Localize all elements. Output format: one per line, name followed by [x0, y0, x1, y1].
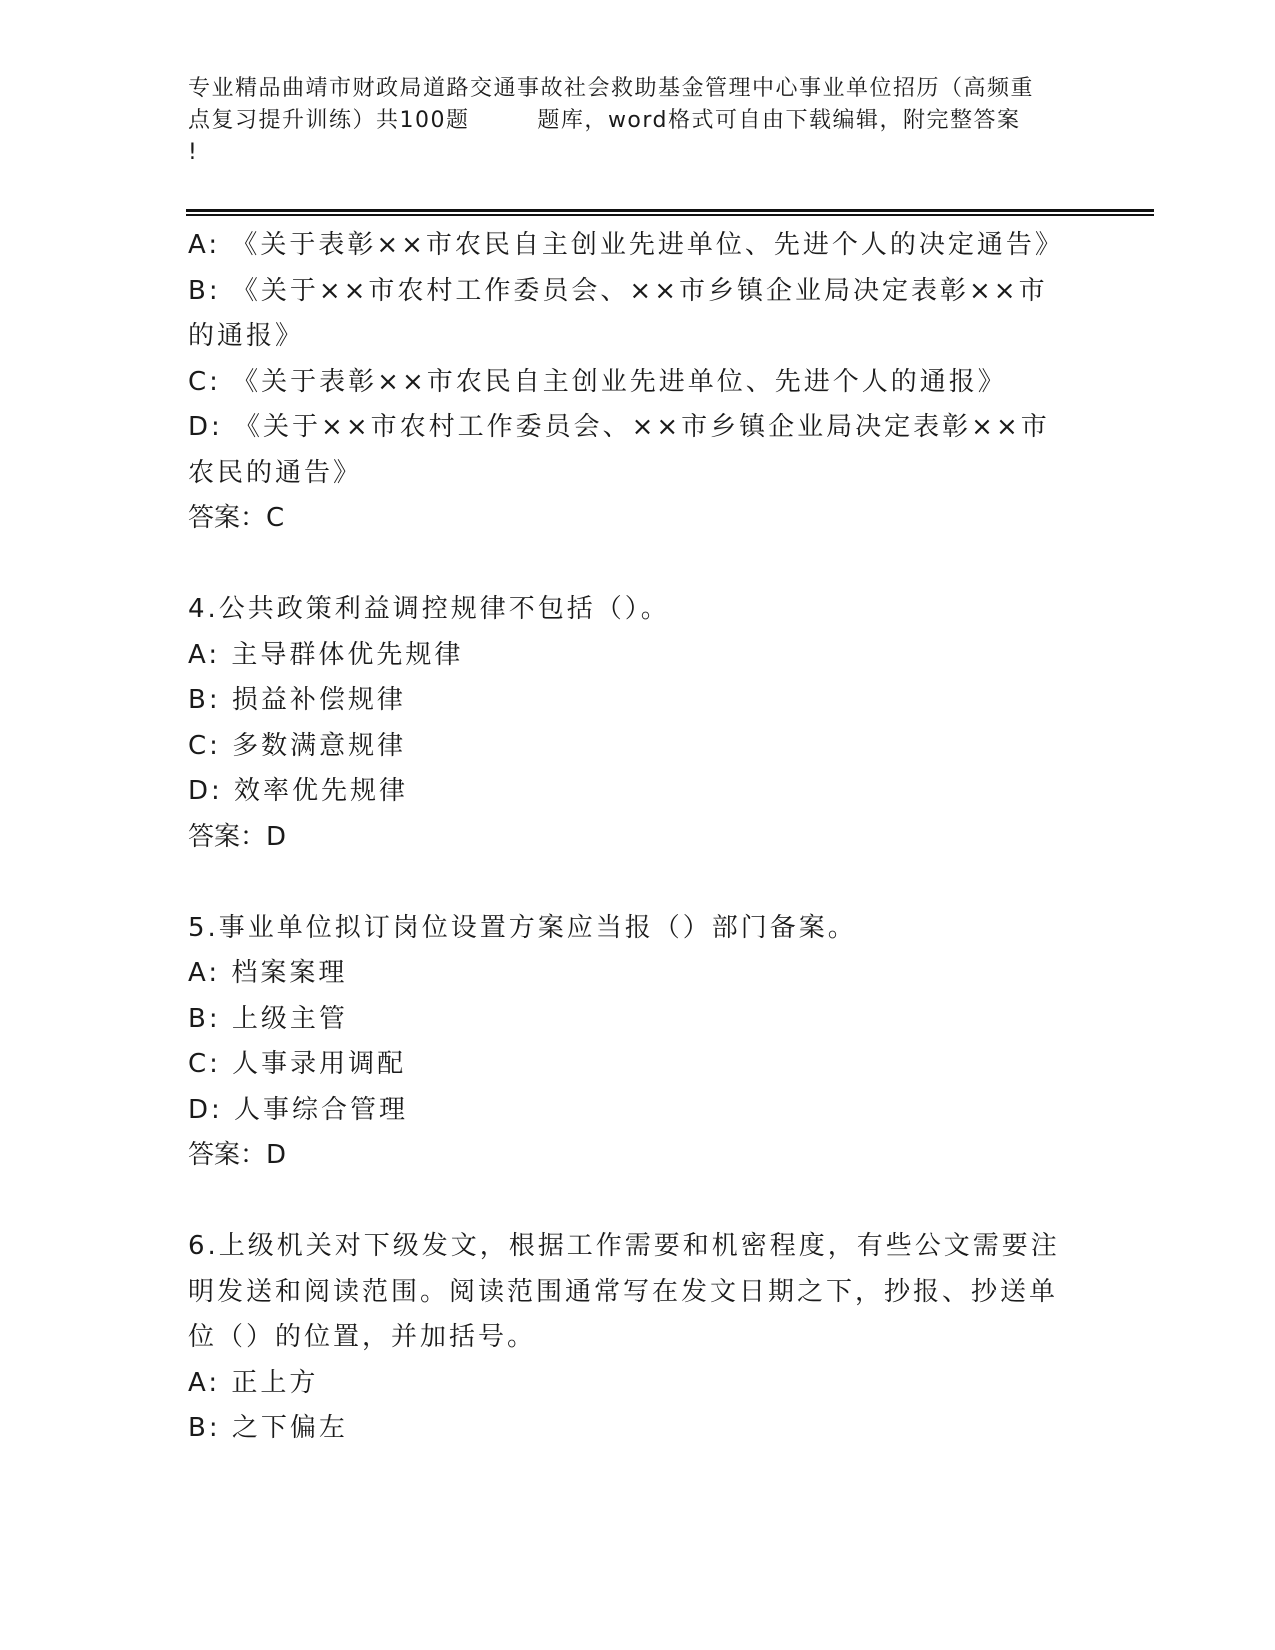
document-header [188, 73, 1088, 169]
option-a: A: 档案案理 [188, 958, 348, 988]
option-b: B: 上级主管 [188, 1003, 348, 1034]
answer: 答案：C [188, 503, 285, 533]
question-text: 4.公共政策利益调控规律不包括（）。 [188, 594, 670, 624]
header-divider-thin [186, 214, 1154, 216]
option-c: C: 《关于表彰××市农民自主创业先进单位、先进个人的通报》 [188, 366, 1007, 397]
question-3 [188, 223, 1088, 542]
option-b: B: 之下偏左 [188, 1413, 348, 1443]
option-d: D: 《关于××市农村工作委员会、××市乡镇企业局决定表彰××市 [188, 412, 1050, 442]
option-a: A: 正上方 [188, 1367, 319, 1398]
header-line: 点复习提升训练）共100题 题库，word格式可自由下载编辑，附完整答案 [188, 108, 1021, 133]
question-6 [188, 1224, 1088, 1452]
option-b: B: 《关于××市农村工作委员会、××市乡镇企业局决定表彰××市 [188, 275, 1048, 306]
question-text: 明发送和阅读范围。阅读范围通常写在发文日期之下，抄报、抄送单 [188, 1276, 1059, 1307]
question-text: 5.事业单位拟订岗位设置方案应当报（）部门备案。 [188, 912, 857, 943]
document-body [188, 223, 1088, 1452]
option-d: D: 人事综合管理 [188, 1094, 409, 1125]
question-5 [188, 906, 1088, 1179]
option-b: B: 损益补偿规律 [188, 685, 406, 715]
header-divider-thick [186, 209, 1154, 212]
answer: 答案：D [188, 1140, 287, 1170]
answer: 答案：D [188, 821, 287, 852]
option-a: A: 《关于表彰××市农民自主创业先进单位、先进个人的决定通告》 [188, 230, 1064, 260]
option-a: A: 主导群体优先规律 [188, 639, 464, 670]
header-line: ! [188, 140, 199, 165]
question-text: 位（）的位置，并加括号。 [188, 1322, 537, 1352]
question-4 [188, 587, 1088, 860]
option-d-continued: 农民的通告》 [188, 457, 363, 488]
question-text: 6.上级机关对下级发文，根据工作需要和机密程度，有些公文需要注 [188, 1231, 1060, 1261]
option-d: D: 效率优先规律 [188, 776, 409, 806]
option-c: C: 人事录用调配 [188, 1049, 407, 1079]
header-line: 专业精品曲靖市财政局道路交通事故社会救助基金管理中心事业单位招历（高频重 [188, 76, 1035, 101]
option-c: C: 多数满意规律 [188, 730, 407, 761]
option-b-continued: 的通报》 [188, 321, 305, 351]
